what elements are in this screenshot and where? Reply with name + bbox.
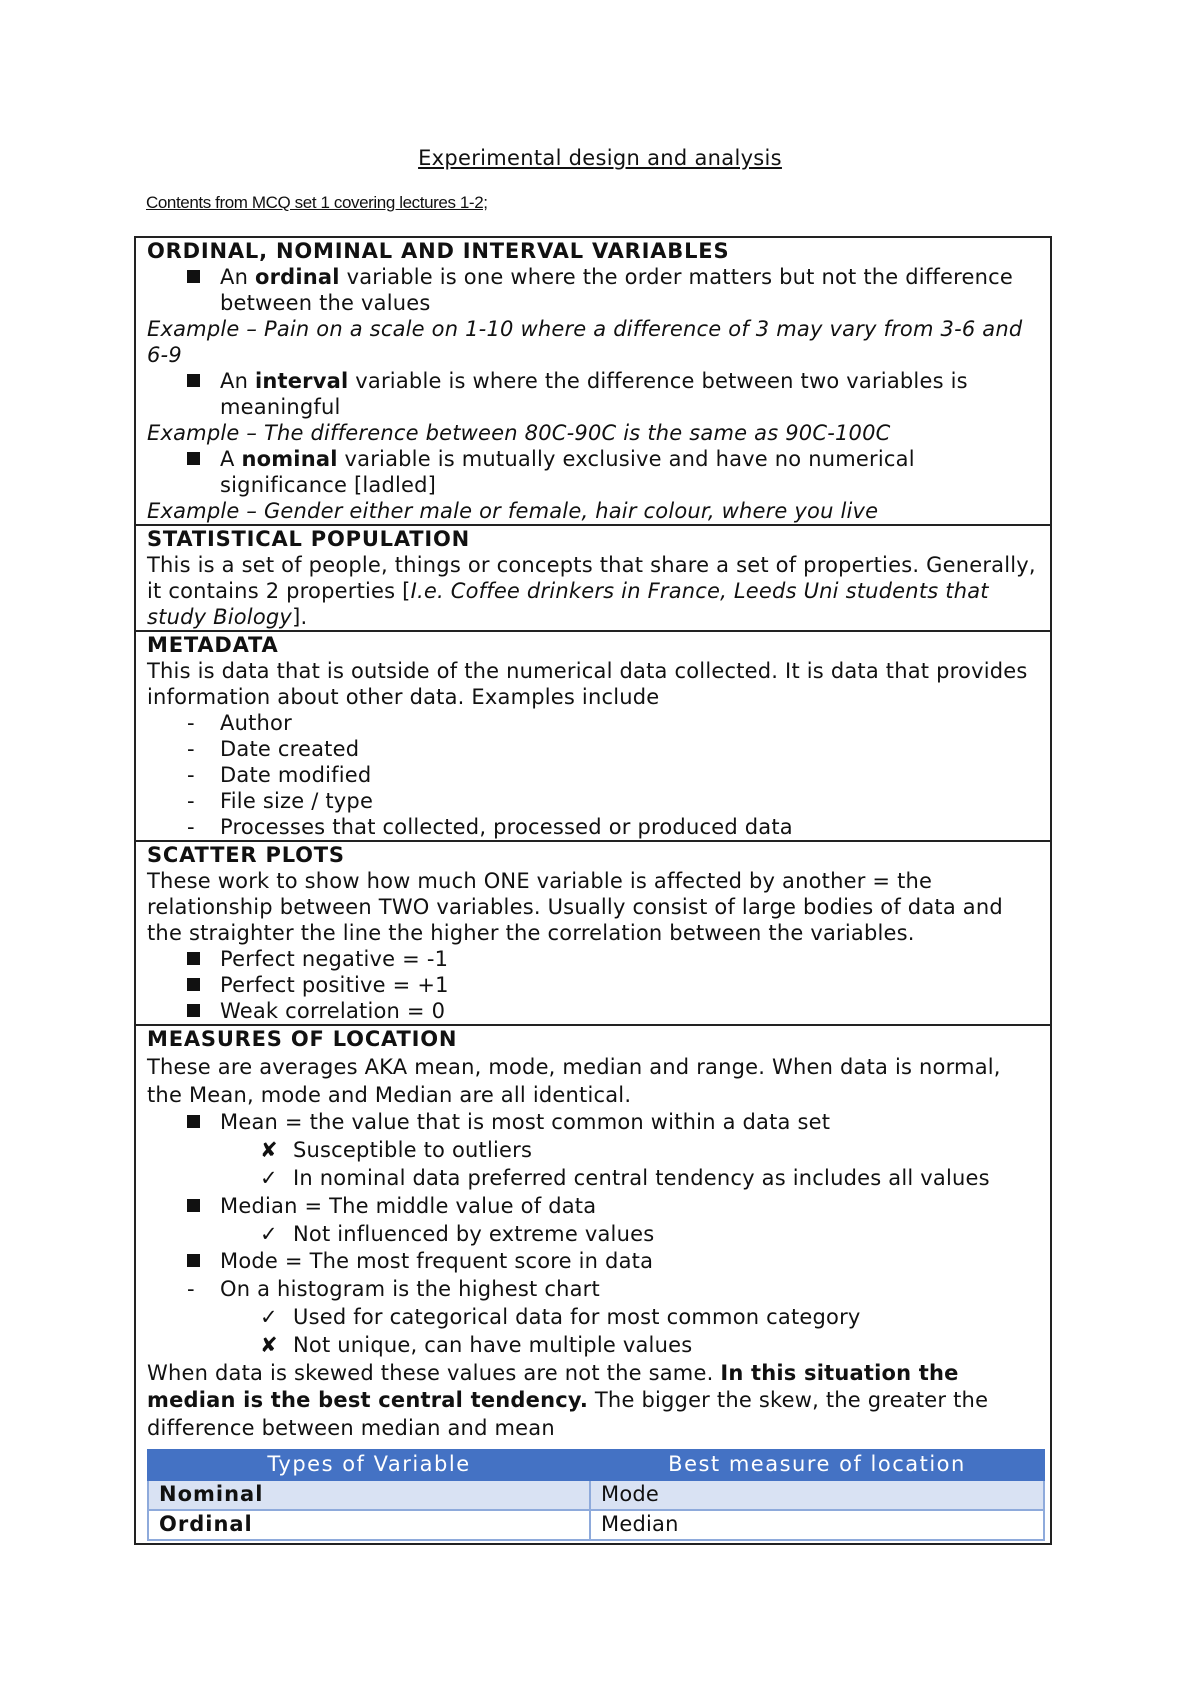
list-item [147,1248,1040,1276]
check-icon: ✓ [260,1165,278,1190]
table-row [148,1510,1044,1540]
check-icon: ✓ [260,1221,278,1246]
paragraph: These work to show how much ONE variable is affected by another = the relationship between TWO variables. Usually consist of large bodies of data and the straighter the line the higher the correlation between the variables. [147,869,1003,945]
page-title: Experimental design and analysis [418,146,782,170]
section-heading: METADATA [147,633,279,657]
text: Perfect negative = -1 [220,947,449,971]
bullet-icon [187,1109,200,1137]
dash-icon: - [187,815,195,839]
section-metadata [136,632,1050,842]
list-item [147,1165,1040,1193]
text: File size / type [220,789,374,813]
paragraph: This is data that is outside of the numerical data collected. It is data that provides information about other data. Examples include [147,659,1028,709]
list-item [147,1193,1040,1221]
table-cell: Mode [590,1480,1044,1510]
text: Not unique, can have multiple values [293,1332,693,1357]
paragraph [147,552,1040,630]
table-cell: Nominal [148,1480,590,1510]
text: Perfect positive = +1 [220,973,449,997]
example-text: Example – Pain on a scale on 1-10 where a difference of 3 may vary from 3-6 and 6-9 [147,317,1023,367]
emphasis: In this situation the median is the best central tendency. [147,1360,959,1413]
check-icon: ✓ [260,1304,278,1329]
dash-icon: - [187,1277,195,1302]
dash-icon: - [187,737,195,761]
text: variable is mutually exclusive and have no numerical significance [ladled] [220,447,915,497]
list-item [147,1332,1040,1360]
section-variables [136,238,1050,526]
text: Susceptible to outliers [293,1138,533,1163]
dash-icon: - [187,763,195,787]
text: On a histogram is the highest chart [220,1277,600,1302]
text: Not influenced by extreme values [293,1221,655,1246]
list-item [147,710,1040,736]
table-cell: Ordinal [148,1510,590,1540]
section-heading: STATISTICAL POPULATION [147,527,471,551]
section-population [136,526,1050,632]
text: Author [220,711,292,735]
section-heading: SCATTER PLOTS [147,843,345,867]
dash-icon: - [187,789,195,813]
notes-table [134,236,1052,1545]
text: Median = The middle value of data [220,1193,597,1218]
text: In nominal data preferred central tendency as includes all values [293,1165,990,1190]
text: Used for categorical data for most common category [293,1304,861,1329]
bullet-icon [187,998,200,1024]
text: An [220,265,255,289]
bullet-icon [187,368,200,394]
term: ordinal [254,265,340,289]
cross-icon: ✘ [260,1332,278,1357]
bullet-icon [187,264,200,290]
text: ]. [292,605,308,629]
term: interval [254,369,349,393]
text: A [220,447,242,471]
bullet-icon [187,1193,200,1221]
list-item [147,1137,1040,1165]
text: The bigger the skew, the greater the difference between median and mean [147,1388,989,1441]
text: Weak correlation = 0 [220,999,446,1023]
list-item [147,1304,1040,1332]
paragraph [147,1360,1040,1443]
list-item [147,814,1040,840]
text: Processes that collected, processed or produced data [220,815,793,839]
text: Mean = the value that is most common within a data set [220,1110,831,1135]
bullet-icon [187,1248,200,1276]
list-item [147,446,1040,498]
example-text: Example – The difference between 80C-90C is the same as 90C-100C [147,421,891,445]
section-scatter [136,842,1050,1026]
list-item [147,264,1040,316]
list-item [147,998,1040,1024]
text: Mode = The most frequent score in data [220,1249,654,1274]
section-location [136,1026,1050,1541]
column-header: Types of Variable [148,1450,590,1480]
table-row [148,1480,1044,1510]
text: An [220,369,255,393]
example-text: Example – Gender either male or female, hair colour, where you live [147,499,879,523]
list-item [147,762,1040,788]
list-item [147,368,1040,420]
bullet-icon [187,446,200,472]
table-cell: Median [590,1510,1044,1540]
dash-icon: - [187,711,195,735]
term: nominal [241,447,338,471]
text: variable is where the difference between two variables is meaningful [220,369,968,419]
list-item [147,1109,1040,1137]
text: This is a set of people, things or concepts that share a set of properties. Generally, it contains 2 properties [ [147,553,1036,603]
text: Date modified [220,763,372,787]
page-subtitle: Contents from MCQ set 1 covering lectures 1-2; [146,193,488,212]
list-item [147,946,1040,972]
cross-icon: ✘ [260,1138,278,1163]
measure-table [147,1449,1045,1541]
list-item [147,788,1040,814]
section-heading: MEASURES OF LOCATION [147,1027,458,1051]
text: Date created [220,737,360,761]
bullet-icon [187,946,200,972]
list-item [147,972,1040,998]
column-header: Best measure of location [590,1450,1044,1480]
bullet-icon [187,972,200,998]
text: When data is skewed these values are not the same. [147,1360,721,1385]
list-item [147,1276,1040,1304]
list-item [147,736,1040,762]
example-text: I.e. Coffee drinkers in France, Leeds Uni students that study Biology [147,579,989,629]
paragraph: These are averages AKA mean, mode, median and range. When data is normal, the Mean, mode and Median are all identical. [147,1054,1001,1107]
section-heading: ORDINAL, NOMINAL AND INTERVAL VARIABLES [147,239,730,263]
text: variable is one where the order matters but not the difference between the values [220,265,1013,315]
list-item [147,1221,1040,1249]
